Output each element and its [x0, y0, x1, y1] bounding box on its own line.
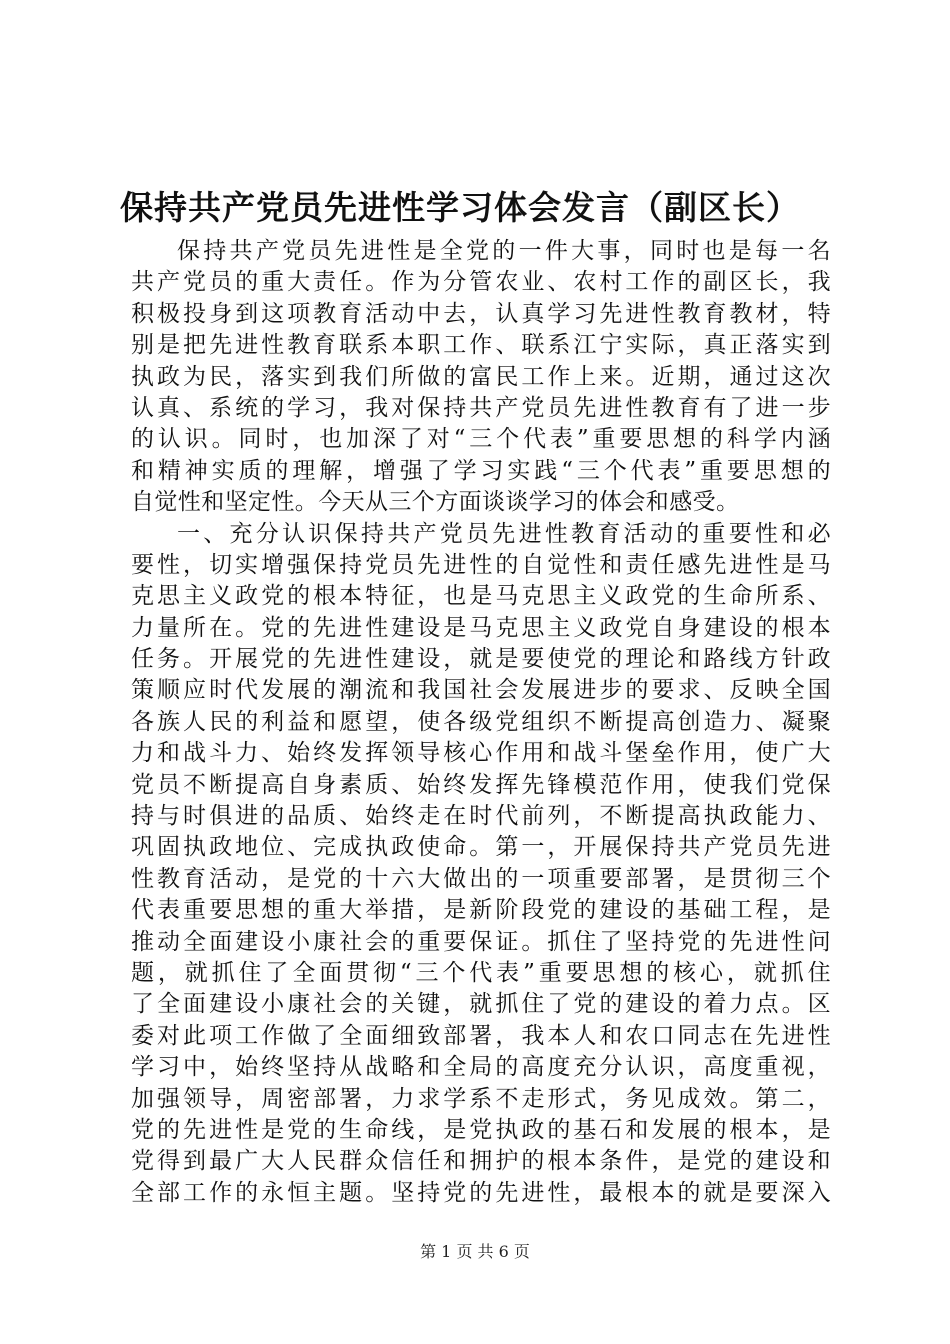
body-line: 全部工作的永恒主题。坚持党的先进性，最根本的就是要深入 [131, 1179, 831, 1206]
body-line: 推动全面建设小康社会的重要保证。抓住了坚持党的先进性问 [131, 928, 831, 955]
body-line: 共产党员的重大责任。作为分管农业、农村工作的副区长，我 [131, 269, 831, 296]
body-line: 别是把先进性教育联系本职工作、联系江宁实际，真正落实到 [131, 332, 831, 359]
body-line: 党得到最广大人民群众信任和拥护的根本条件，是党的建设和 [131, 1148, 831, 1175]
body-line: 了全面建设小康社会的关键，就抓住了党的建设的着力点。区 [131, 991, 831, 1018]
body-line: 题，就抓住了全面贯彻“三个代表”重要思想的核心，就抓住 [131, 959, 831, 986]
body-line: 自觉性和坚定性。今天从三个方面谈谈学习的体会和感受。 [131, 489, 740, 516]
body-line: 要性，切实增强保持党员先进性的自觉性和责任感先进性是马 [131, 551, 831, 578]
body-line: 持与时俱进的品质、始终走在时代前列，不断提高执政能力、 [131, 803, 831, 830]
body-line: 学习中，始终坚持从战略和全局的高度充分认识，高度重视， [131, 1054, 831, 1081]
document-body [131, 236, 831, 1209]
body-line: 代表重要思想的重大举措，是新阶段党的建设的基础工程，是 [131, 897, 831, 924]
body-line: 的认识。同时，也加深了对“三个代表”重要思想的科学内涵 [131, 426, 831, 453]
body-line: 和精神实质的理解，增强了学习实践“三个代表”重要思想的 [131, 457, 831, 484]
body-line: 任务。开展党的先进性建设，就是要使党的理论和路线方针政 [131, 646, 831, 673]
document-title: 保持共产党员先进性学习体会发言（副区长） [120, 188, 800, 227]
body-line: 性教育活动，是党的十六大做出的一项重要部署，是贯彻三个 [131, 865, 831, 892]
body-line: 党的先进性是党的生命线，是党执政的基石和发展的根本，是 [131, 1116, 831, 1143]
body-line: 委对此项工作做了全面细致部署，我本人和农口同志在先进性 [131, 1022, 831, 1049]
body-line: 各族人民的利益和愿望，使各级党组织不断提高创造力、凝聚 [131, 708, 831, 735]
body-line: 保持共产党员先进性是全党的一件大事，同时也是每一名 [177, 238, 831, 264]
body-line: 认真、系统的学习，我对保持共产党员先进性教育有了进一步 [131, 394, 831, 421]
body-line: 巩固执政地位、完成执政使命。第一，开展保持共产党员先进 [131, 834, 831, 861]
body-line: 力和战斗力、始终发挥领导核心作用和战斗堡垒作用，使广大 [131, 740, 831, 767]
body-line: 一、充分认识保持共产党员先进性教育活动的重要性和必 [177, 520, 831, 547]
page-footer: 第 1 页 共 6 页 [420, 1242, 530, 1261]
body-line: 策顺应时代发展的潮流和我国社会发展进步的要求、反映全国 [131, 677, 831, 704]
body-line: 克思主义政党的根本特征，也是马克思主义政党的生命所系、 [131, 583, 831, 610]
body-line: 积极投身到这项教育活动中去，认真学习先进性教育教材，特 [131, 300, 831, 327]
body-line: 执政为民，落实到我们所做的富民工作上来。近期，通过这次 [131, 363, 831, 390]
body-line: 加强领导，周密部署，力求学系不走形式，务见成效。第二， [131, 1085, 831, 1112]
body-line: 党员不断提高自身素质、始终发挥先锋模范作用，使我们党保 [131, 771, 831, 798]
body-line: 力量所在。党的先进性建设是马克思主义政党自身建设的根本 [131, 614, 831, 641]
